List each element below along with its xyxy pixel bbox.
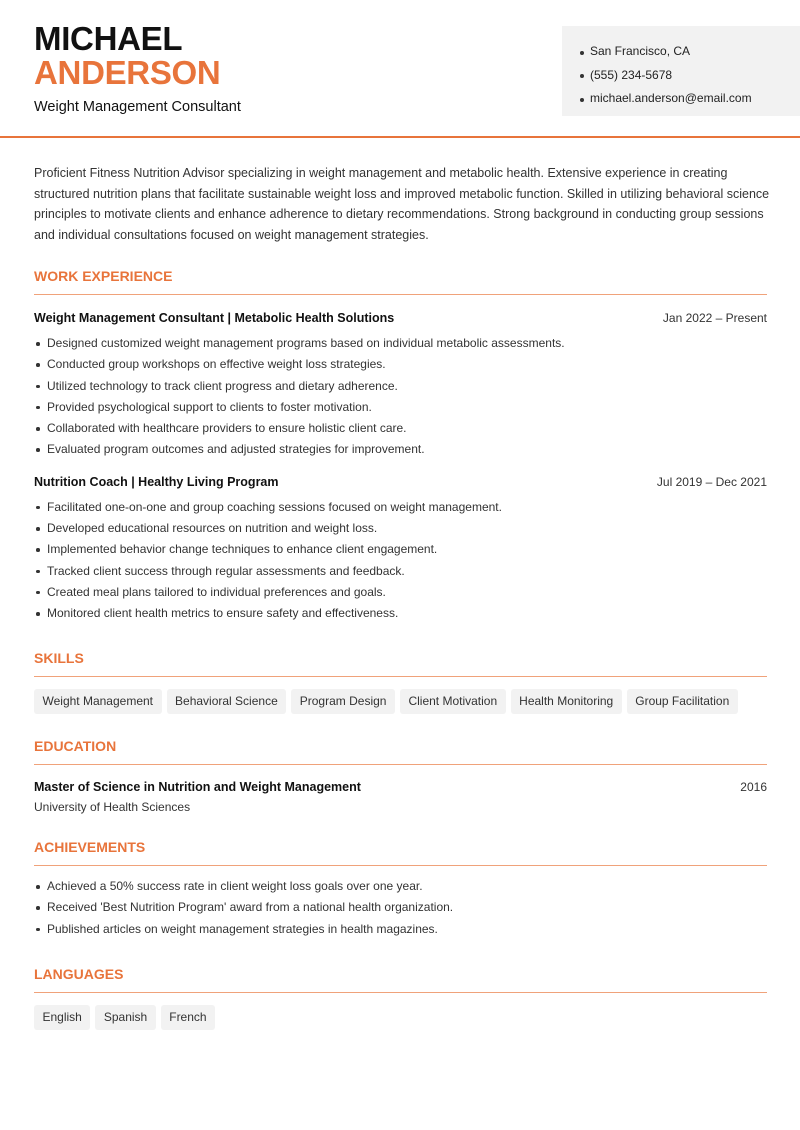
list-item: Designed customized weight management programs based on individual metabolic assessments. [34,333,767,354]
school-name: University of Health Sciences [34,800,191,814]
skill-chip: Client Motivation [400,689,506,714]
job-dates: Jul 2019 – Dec 2021 [656,474,767,489]
language-chip: Spanish [95,1005,155,1030]
languages-list [34,1005,767,1030]
list-item: Monitored client health metrics to ensure safety and effectiveness. [34,603,767,624]
job-bullets [34,497,767,625]
job-entry [34,308,767,461]
list-item: Achieved a 50% success rate in client weight loss goals over one year. [34,876,767,897]
skill-chip: Health Monitoring [511,689,622,714]
job-headline: Weight Management Consultant [34,99,241,115]
graduation-year: 2016 [740,780,767,794]
skill-chip: Group Facilitation [627,689,738,714]
section-title-languages: LANGUAGES [34,964,767,993]
list-item: Implemented behavior change techniques to enhance client engagement. [34,539,767,560]
job-title: Weight Management Consultant | Metabolic Health Solutions [34,311,395,325]
section-title-achievements: ACHIEVEMENTS [34,837,767,866]
job-title: Nutrition Coach | Healthy Living Program [34,474,279,489]
degree-title: Master of Science in Nutrition and Weight Management [34,780,361,794]
contact-email: michael.anderson@email.com [590,87,800,111]
section-title-work: WORK EXPERIENCE [34,266,767,295]
list-item: Facilitated one-on-one and group coaching sessions focused on weight management. [34,497,767,518]
last-name: ANDERSON [34,54,221,91]
job-entry [34,472,767,625]
skills-list [34,689,767,714]
languages-section [34,964,767,1030]
contact-location: San Francisco, CA [590,40,800,64]
list-item: Published articles on weight management strategies in health magazines. [34,919,767,940]
education-section [34,736,767,817]
list-item: Conducted group workshops on effective weight loss strategies. [34,354,767,375]
skill-chip: Behavioral Science [167,689,287,714]
skill-chip: Program Design [291,689,395,714]
job-dates: Jan 2022 – Present [662,311,767,325]
list-item: Evaluated program outcomes and adjusted strategies for improvement. [34,439,767,460]
candidate-name [34,22,220,90]
contact-phone: (555) 234-5678 [590,64,800,88]
first-name: MICHAEL [34,20,183,57]
achievements-list [34,876,767,940]
job-header [34,472,767,492]
skill-chip: Weight Management [34,689,162,714]
job-header [34,308,767,328]
list-item: Utilized technology to track client progress and dietary adherence. [34,376,767,397]
education-header [34,777,767,797]
list-item: Developed educational resources on nutrition and weight loss. [34,518,767,539]
section-title-skills: SKILLS [34,648,767,677]
job-bullets [34,333,767,461]
language-chip: English [34,1005,90,1030]
list-item: Collaborated with healthcare providers to ensure holistic client care. [34,418,767,439]
resume-header [0,0,800,138]
list-item: Tracked client success through regular assessments and feedback. [34,561,767,582]
professional-summary: Proficient Fitness Nutrition Advisor specializing in weight management and metabolic health. Extensive experience in creating structured nutrition plans that facilitate sustainable weight loss and improved metabolic function. Skilled in utilizing behavioral science principles to motivate clients and enhance adherence to dietary recommendations. Strong background in conducting group sessions and individual consultations focused on weight management strategies. [34,166,770,243]
achievements-section [34,837,767,940]
contact-box [562,26,800,116]
list-item: Received 'Best Nutrition Program' award from a national health organization. [34,897,767,918]
section-title-education: EDUCATION [34,736,767,765]
work-experience-section [34,266,767,625]
education-entry [34,777,767,817]
language-chip: French [161,1005,215,1030]
list-item: Provided psychological support to clients to foster motivation. [34,397,767,418]
skills-section [34,648,767,714]
list-item: Created meal plans tailored to individual preferences and goals. [34,582,767,603]
